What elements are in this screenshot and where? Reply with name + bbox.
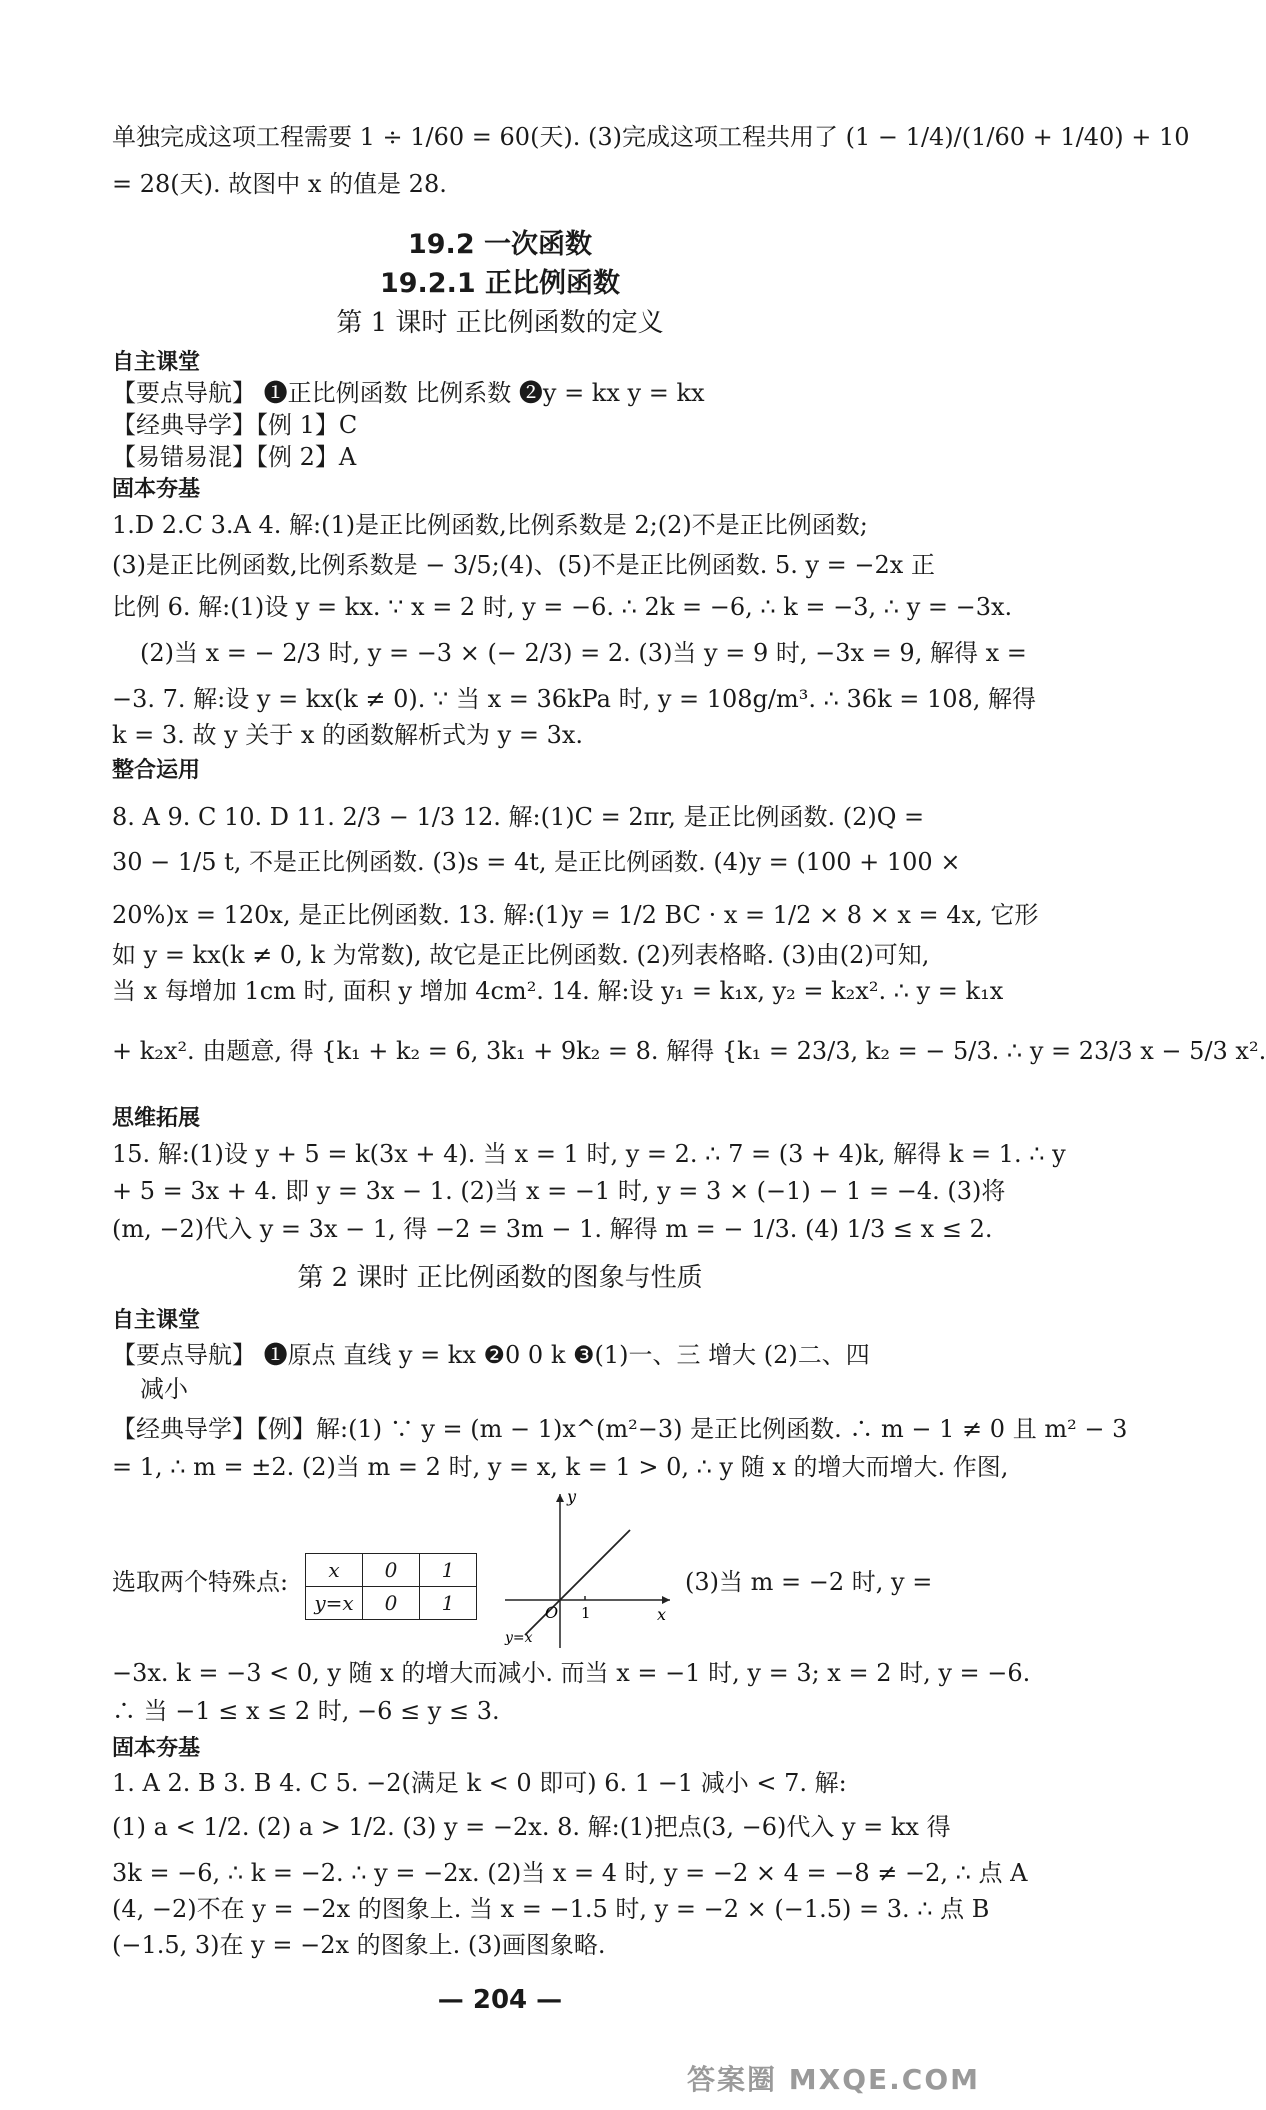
section-heading: 固本夯基 [112, 477, 201, 502]
x-axis-arrow-icon [662, 1596, 670, 1604]
text-line: (2)当 x = − 2/3 时, y = −3 × (− 2/3) = 2. (3)当 y = 9 时, −3x = 9, 解得 x = [140, 639, 1027, 667]
text-line: + k₂x². 由题意, 得 {k₁ + k₂ = 6, 3k₁ + 9k₂ = 8. 解得 {k₁ = 23/3, k₂ = − 5/3. ∴ y = 23/3 x − 5/3 x². [112, 1037, 1266, 1065]
text-line: (3)是正比例函数,比例系数是 − 3/5;(4)、(5)不是正比例函数. 5. y = −2x 正 [112, 551, 935, 579]
text-line: 减小 [140, 1375, 188, 1403]
y-axis-arrow-icon [556, 1494, 564, 1502]
section-heading: 思维拓展 [112, 1106, 201, 1131]
text-line: 【经典导学】【例 1】C [112, 411, 358, 439]
text-line: 【经典导学】【例】解:(1) ∵ y = (m − 1)x^(m²−3) 是正比例函数. ∴ m − 1 ≠ 0 且 m² − 3 [112, 1415, 1128, 1443]
function-graph [505, 1487, 675, 1650]
text-line: 单独完成这项工程需要 1 ÷ 1/60 = 60(天). (3)完成这项工程共用了 (1 − 1/4)/(1/60 + 1/40) + 10 [112, 123, 1190, 151]
table-row [306, 1554, 477, 1587]
table-cell: 1 [420, 1554, 477, 1587]
text-line: k = 3. 故 y 关于 x 的函数解析式为 y = 3x. [112, 721, 584, 749]
page-number: — 204 — [437, 1985, 563, 2015]
value-table [305, 1553, 477, 1620]
text-line: (m, −2)代入 y = 3x − 1, 得 −2 = 3m − 1. 解得 m = − 1/3. (4) 1/3 ≤ x ≤ 2. [112, 1215, 993, 1243]
section-title: 19.2 一次函数 [407, 229, 593, 260]
text-line: 如 y = kx(k ≠ 0, k 为常数), 故它是正比例函数. (2)列表格略. (3)由(2)可知, [112, 941, 930, 969]
text-line: 1. A 2. B 3. B 4. C 5. −2(满足 k < 0 即可) 6. 1 −1 减小 < 7. 解: [112, 1769, 847, 1797]
text-line: −3. 7. 解:设 y = kx(k ≠ 0). ∵ 当 x = 36kPa 时, y = 108g/m³. ∴ 36k = 108, 解得 [112, 685, 1037, 713]
text-line: = 28(天). 故图中 x 的值是 28. [112, 170, 447, 198]
section-heading: 整合运用 [112, 758, 201, 783]
table-cell: 1 [420, 1587, 477, 1620]
table-row [306, 1587, 477, 1620]
text-line: (−1.5, 3)在 y = −2x 的图象上. (3)画图象略. [112, 1931, 606, 1959]
text-line: 20%)x = 120x, 是正比例函数. 13. 解:(1)y = 1/2 BC · x = 1/2 × 8 × x = 4x, 它形 [112, 901, 1039, 929]
text-line: 3k = −6, ∴ k = −2. ∴ y = −2x. (2)当 x = 4 时, y = −2 × 4 = −8 ≠ −2, ∴ 点 A [112, 1859, 1028, 1887]
text-line: (3)当 m = −2 时, y = [685, 1568, 933, 1596]
tick-label: 1 [581, 1604, 591, 1622]
text-line: 当 x 每增加 1cm 时, 面积 y 增加 4cm². 14. 解:设 y₁ = k₁x, y₂ = k₂x². ∴ y = k₁x [112, 977, 1004, 1005]
line-y-equals-x [525, 1530, 630, 1635]
text-line: 选取两个特殊点: [112, 1568, 289, 1596]
origin-label: O [545, 1603, 559, 1622]
text-line: 比例 6. 解:(1)设 y = kx. ∵ x = 2 时, y = −6. ∴ 2k = −6, ∴ k = −3, ∴ y = −3x. [112, 593, 1013, 621]
line-label: y=x [505, 1630, 533, 1646]
section-heading: 自主课堂 [112, 350, 201, 375]
table-cell: 0 [363, 1554, 420, 1587]
text-line: 1.D 2.C 3.A 4. 解:(1)是正比例函数,比例系数是 2;(2)不是正比例函数; [112, 511, 868, 539]
lesson-title: 第 2 课时 正比例函数的图象与性质 [297, 1263, 703, 1293]
table-cell: 0 [363, 1587, 420, 1620]
text-line: 【要点导航】 ❶原点 直线 y = kx ❷0 0 k ❸(1)一、三 增大 (2)二、四 [112, 1341, 870, 1369]
section-heading: 自主课堂 [112, 1308, 201, 1333]
subsection-title: 19.2.1 正比例函数 [379, 268, 621, 299]
text-line: (4, −2)不在 y = −2x 的图象上. 当 x = −1.5 时, y = −2 × (−1.5) = 3. ∴ 点 B [112, 1895, 990, 1923]
text-line: 【要点导航】 ❶正比例函数 比例系数 ❷y = kx y = kx [112, 379, 705, 407]
text-line: (1) a < 1/2. (2) a > 1/2. (3) y = −2x. 8. 解:(1)把点(3, −6)代入 y = kx 得 [112, 1813, 951, 1841]
y-axis-label: y [567, 1487, 577, 1506]
watermark-logo: 答案圈 MXQE.COM [687, 2063, 980, 2096]
text-line: 【易错易混】【例 2】A [112, 443, 357, 471]
text-line: = 1, ∴ m = ±2. (2)当 m = 2 时, y = x, k = 1 > 0, ∴ y 随 x 的增大而增大. 作图, [112, 1453, 1009, 1481]
section-heading: 固本夯基 [112, 1736, 201, 1761]
lesson-title: 第 1 课时 正比例函数的定义 [336, 308, 664, 338]
text-line: −3x. k = −3 < 0, y 随 x 的增大而减小. 而当 x = −1 时, y = 3; x = 2 时, y = −6. [112, 1659, 1031, 1687]
x-axis-label: x [657, 1605, 667, 1624]
text-line: 30 − 1/5 t, 不是正比例函数. (3)s = 4t, 是正比例函数. (4)y = (100 + 100 × [112, 848, 961, 876]
table-cell: y=x [306, 1587, 363, 1620]
text-line: + 5 = 3x + 4. 即 y = 3x − 1. (2)当 x = −1 时, y = 3 × (−1) − 1 = −4. (3)将 [112, 1177, 1006, 1205]
text-line: 15. 解:(1)设 y + 5 = k(3x + 4). 当 x = 1 时, y = 2. ∴ 7 = (3 + 4)k, 解得 k = 1. ∴ y [112, 1140, 1066, 1168]
text-line: ∴ 当 −1 ≤ x ≤ 2 时, −6 ≤ y ≤ 3. [112, 1697, 500, 1725]
text-line: 8. A 9. C 10. D 11. 2/3 − 1/3 12. 解:(1)C = 2πr, 是正比例函数. (2)Q = [112, 803, 925, 831]
table-cell: x [306, 1554, 363, 1587]
